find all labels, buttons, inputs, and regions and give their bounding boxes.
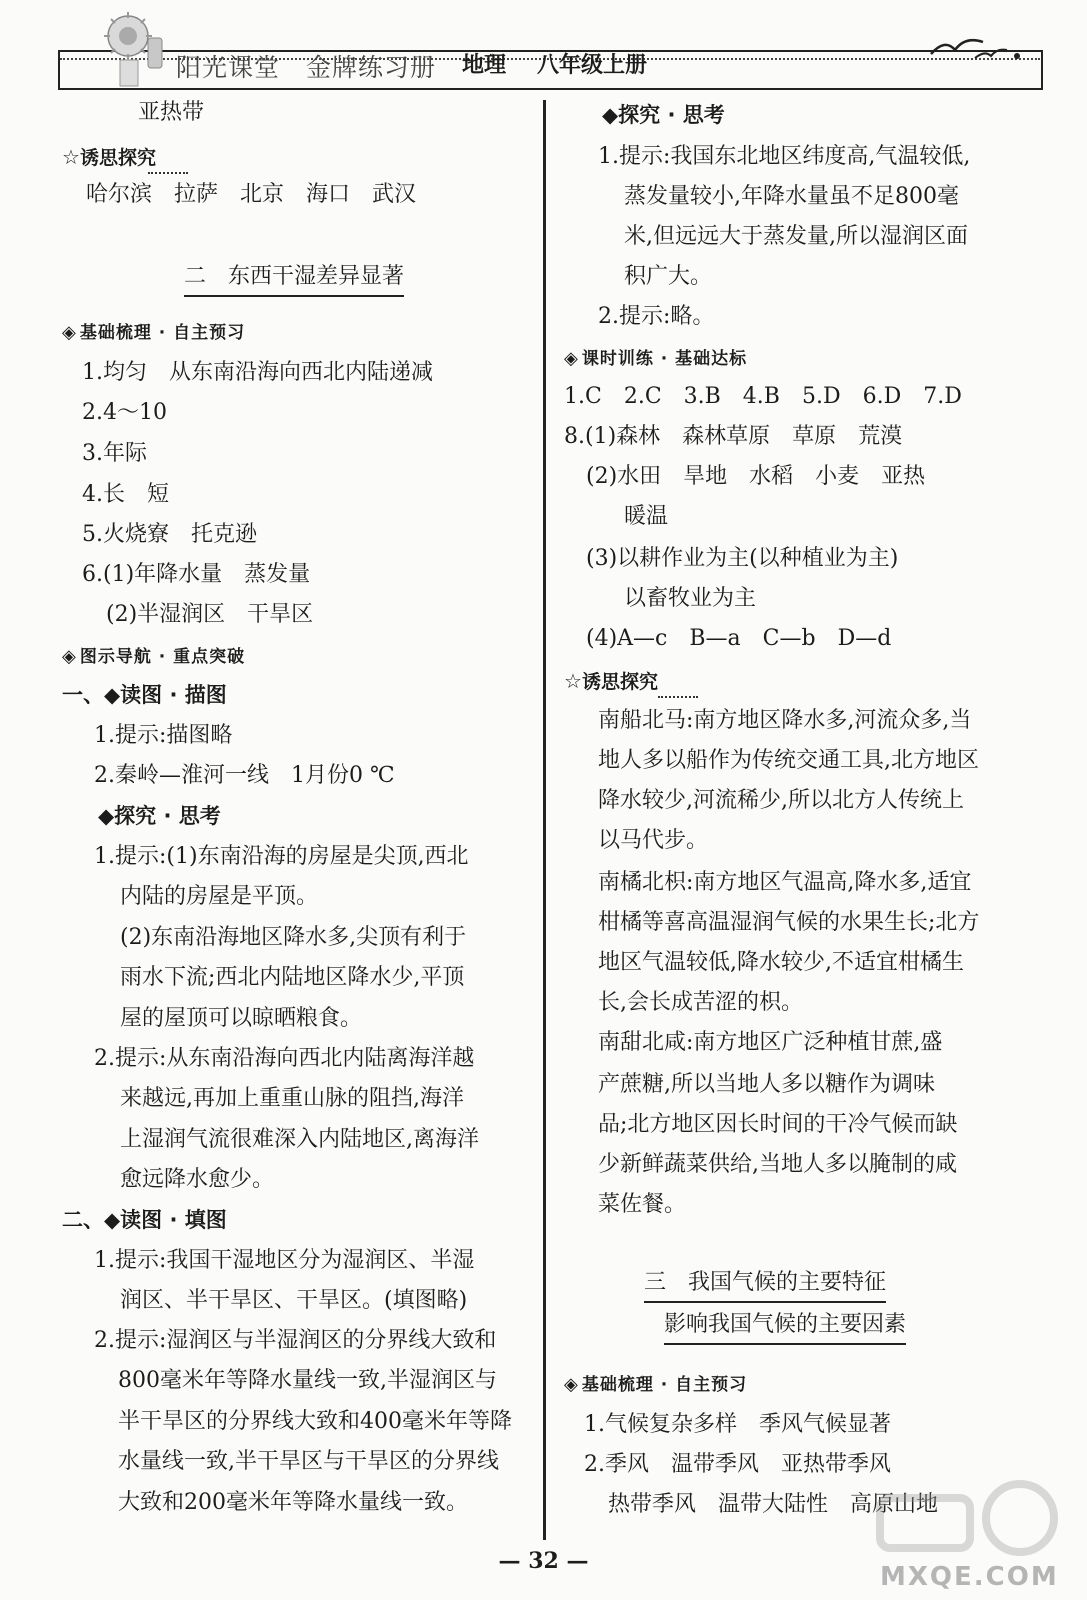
answer-text: 1.气候复杂多样 季风气候显著 [584,1412,891,1437]
answer-text: 以畜牧业为主 [624,586,757,611]
answer-text: 长,会长成苦涩的枳。 [598,990,803,1015]
answer-text: 南橘北枳:南方地区气温高,降水多,适宜 [598,870,972,895]
answer-text: 800毫米年等降水量线一致,半湿润区与 [118,1368,497,1393]
section-tag: ◈ 课时训练 · 基础达标 [564,348,748,369]
answer-text: 以马代步。 [598,828,709,853]
watermark-text: MXQE.COM [880,1562,1059,1592]
answer-text: 5.火烧寮 托克逊 [82,522,257,547]
answer-text: 大致和200毫米年等降水量线一致。 [118,1490,468,1515]
column-divider [543,100,546,1540]
answer-text: 1.提示:(1)东南沿海的房屋是尖顶,西北 [94,844,469,869]
heading-dots [658,696,698,698]
answer-text: 南甜北咸:南方地区广泛种植甘蔗,盛 [598,1030,943,1055]
birds-icon [925,28,1025,64]
chapter-title: 二 东西干湿差异显著 [184,262,404,297]
diamond-icon: ◈ [62,646,77,667]
answer-text: 菜佐餐。 [598,1192,687,1217]
answer-text: 1.均匀 从东南沿海向西北内陆递减 [82,360,433,385]
sub-heading: 二、◆读图 · 填图 [62,1208,227,1232]
grade-label: 八年级上册 [537,53,648,78]
answer-text: 地人多以船作为传统交通工具,北方地区 [598,748,979,773]
header-frame-right [1041,50,1043,90]
answer-text: 积广大。 [624,264,713,289]
answer-text: 4.长 短 [82,482,169,507]
answer-text: 降水较少,河流稀少,所以北方人传统上 [598,788,964,813]
sub-heading: ◆探究 · 思考 [98,804,221,828]
answer-text: 2.提示:从东南沿海向西北内陆离海洋越 [94,1046,475,1071]
answer-text: 水量线一致,半干旱区与干旱区的分界线 [118,1449,499,1474]
answer-text: (4)A—c B—a C—b D—d [586,626,892,651]
answer-text: 地区气温较低,降水较少,不适宜柑橘生 [598,950,964,975]
section-tag: ◈ 图示导航 · 重点突破 [62,646,246,667]
subject-label: 地理 [462,53,507,78]
answer-text: 1.提示:我国东北地区纬度高,气温较低, [598,144,971,169]
answer-text: 2.提示:湿润区与半湿润区的分界线大致和 [94,1328,497,1353]
answer-text: 2.提示:略。 [598,304,715,329]
chapter-title: 三 我国气候的主要特征 [644,1268,886,1303]
section-heading-explore: ☆诱思探究 [62,145,156,169]
answer-text: 柑橘等喜高温湿润气候的水果生长;北方 [598,910,980,935]
answer-text: 2.秦岭—淮河一线 1月份0 ℃ [94,763,395,788]
answer-text: 2.4～10 [82,400,167,425]
star-icon: ☆ [564,669,582,693]
answer-text: (2)东南沿海地区降水多,尖顶有利于 [120,925,467,950]
section-tag: ◈ 基础梳理 · 自主预习 [564,1374,748,1395]
diamond-icon: ◈ [62,322,77,343]
answer-text: 润区、半干旱区、干旱区。(填图略) [120,1288,468,1313]
sub-heading: ◆探究 · 思考 [602,103,725,127]
answer-text: 上湿润气流很难深入内陆地区,离海洋 [120,1127,479,1152]
answer-text: 来越远,再加上重重山脉的阻挡,海洋 [120,1086,464,1111]
answer-text: 南船北马:南方地区降水多,河流众多,当 [598,708,972,733]
sunflower-logo-icon [98,8,170,88]
section-tag: ◈ 基础梳理 · 自主预习 [62,322,246,343]
answer-text: 1.提示:我国干湿地区分为湿润区、半湿 [94,1248,475,1273]
answer-text: (2)半湿润区 干旱区 [106,602,314,627]
series-title: 阳光课堂 [176,53,281,82]
answer-text: 品;北方地区因长时间的干冷气候而缺 [598,1112,958,1137]
answer-text: 半干旱区的分界线大致和400毫米年等降 [118,1409,512,1434]
answer-text: (3)以耕作业为主(以种植业为主) [586,546,899,571]
page-number: — 32 — [498,1548,589,1574]
answer-text: 热带季风 温带大陆性 高原山地 [608,1492,939,1517]
answer-text: 暖温 [624,504,669,529]
diamond-icon: ◈ [564,1374,579,1395]
answer-text: (2)水田 旱地 水稻 小麦 亚热 [586,464,926,489]
book-title: 金牌练习册 [306,53,437,82]
answer-text: 哈尔滨 拉萨 北京 海口 武汉 [86,182,417,207]
star-icon: ☆ [62,145,80,169]
answer-text: 3.年际 [82,441,147,466]
section-heading-explore: ☆诱思探究 [564,669,658,693]
answer-text: 1.提示:描图略 [94,723,233,748]
answer-text: 内陆的房屋是平顶。 [120,884,319,909]
header-frame-bottom [58,88,1043,90]
answer-key: 1.C 2.C 3.B 4.B 5.D 6.D 7.D [564,384,962,409]
answer-text: 雨水下流;西北内陆地区降水少,平顶 [120,965,465,990]
sub-heading: 一、◆读图 · 描图 [62,683,227,707]
answer-text: 亚热带 [138,100,205,125]
answer-text: 蒸发量较小,年降水量虽不足800毫 [624,184,959,209]
answer-text: 屋的屋顶可以晾晒粮食。 [120,1006,363,1031]
page-header [0,0,1087,96]
heading-dots [148,172,188,174]
chapter-subtitle: 影响我国气候的主要因素 [664,1310,906,1345]
answer-text: 8.(1)森林 森林草原 草原 荒漠 [564,424,903,449]
answer-text: 6.(1)年降水量 蒸发量 [82,562,311,587]
answer-text: 愈远降水愈少。 [120,1167,275,1192]
answer-text: 产蔗糖,所以当地人多以糖作为调味 [598,1072,935,1097]
answer-text: 2.季风 温带季风 亚热带季风 [584,1452,891,1477]
answer-text: 少新鲜蔬菜供给,当地人多以腌制的咸 [598,1152,957,1177]
header-frame-left [58,50,60,90]
diamond-icon: ◈ [564,348,579,369]
answer-text: 米,但远远大于蒸发量,所以湿润区面 [624,224,968,249]
